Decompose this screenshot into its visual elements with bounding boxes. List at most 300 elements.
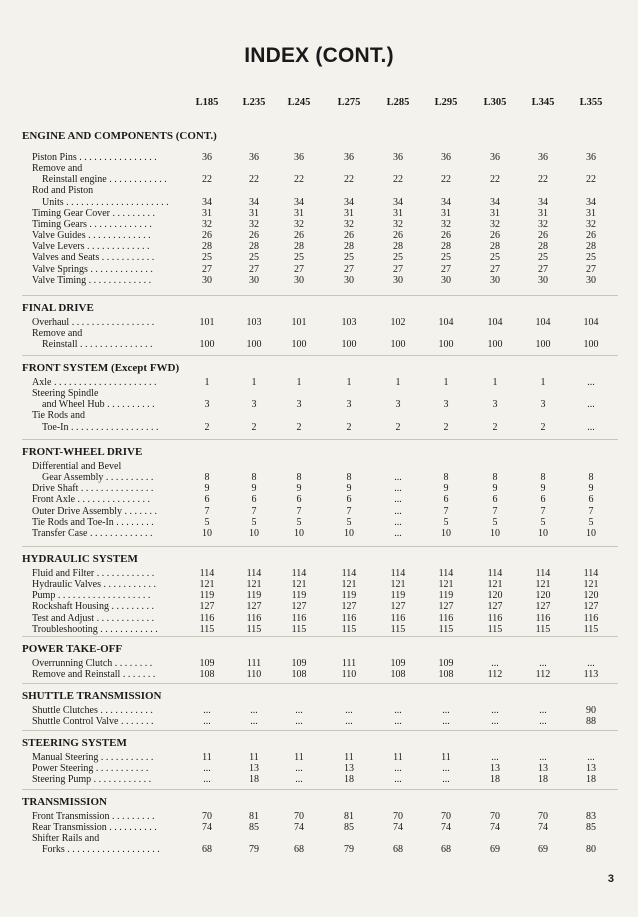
page-ref: 104: [535, 317, 551, 328]
page-ref: 7: [296, 505, 302, 517]
page-ref: 116: [438, 612, 454, 624]
table-row: [0, 252, 638, 263]
page-ref: 34: [202, 196, 212, 208]
page-ref: 34: [586, 196, 596, 208]
page-ref: 114: [291, 568, 307, 579]
page-ref: 28: [249, 241, 259, 253]
page-ref: 114: [583, 568, 599, 579]
page-ref: ...: [442, 705, 450, 716]
page-ref: 18: [538, 774, 548, 786]
page-ref: 104: [438, 317, 454, 328]
page-ref: 31: [441, 207, 451, 219]
page-ref: 121: [583, 579, 599, 591]
row-label: Overrunning Clutch . . . . . . . .: [32, 658, 153, 669]
page-ref: ...: [394, 494, 402, 506]
page-ref: ...: [491, 716, 499, 728]
page-ref: 100: [535, 339, 551, 351]
column-header: L285: [386, 97, 410, 108]
page-ref: 5: [443, 516, 449, 528]
page-ref: 25: [586, 252, 596, 264]
table-row: [0, 461, 638, 472]
page-ref: 115: [199, 623, 215, 635]
page-ref: 32: [441, 218, 451, 230]
page-ref: 9: [443, 483, 449, 495]
page-ref: 22: [586, 174, 596, 186]
page-ref: ...: [587, 421, 595, 433]
page-ref: 32: [586, 218, 596, 230]
page-ref: 5: [540, 516, 546, 528]
page-ref: 31: [294, 207, 304, 219]
column-header: L305: [483, 97, 507, 108]
page-ref: ...: [394, 716, 402, 728]
page-ref: 7: [540, 505, 546, 517]
page-ref: 26: [294, 230, 304, 242]
table-row: [0, 844, 638, 855]
page-ref: ...: [491, 658, 499, 669]
page-ref: 5: [296, 516, 302, 528]
page-ref: 28: [586, 241, 596, 253]
row-label: and Wheel Hub . . . . . . . . . .: [42, 399, 155, 411]
page-ref: 121: [535, 579, 551, 591]
page-ref: 34: [441, 196, 451, 208]
page-ref: 1: [204, 377, 210, 388]
page-ref: 22: [249, 174, 259, 186]
page-ref: 1: [492, 377, 498, 388]
page-ref: 34: [344, 196, 354, 208]
page-ref: 120: [583, 590, 599, 602]
page-ref: 27: [586, 263, 596, 275]
table-row: [0, 472, 638, 483]
page-ref: 1: [251, 377, 257, 388]
row-label: Front Transmission . . . . . . . . .: [32, 811, 155, 822]
page-ref: 31: [538, 207, 548, 219]
page-ref: 11: [441, 752, 451, 763]
page-ref: 1: [443, 377, 449, 388]
page-ref: 109: [438, 658, 454, 669]
page-ref: 9: [588, 483, 594, 495]
page-ref: 6: [492, 494, 498, 506]
row-label: Steering Spindle: [32, 388, 99, 400]
table-row: [0, 774, 638, 785]
page-ref: 85: [249, 822, 259, 834]
page-ref: 9: [296, 483, 302, 495]
page-ref: 2: [395, 421, 401, 433]
page-ref: 32: [490, 218, 500, 230]
table-row: [0, 317, 638, 328]
row-label: Reinstall . . . . . . . . . . . . . . .: [42, 339, 153, 351]
page-ref: 116: [390, 612, 406, 624]
table-row: [0, 811, 638, 822]
page-ref: 127: [438, 601, 454, 613]
page-ref: 100: [199, 339, 215, 351]
page-ref: ...: [587, 752, 595, 763]
page-ref: 116: [246, 612, 262, 624]
page-ref: 32: [344, 218, 354, 230]
page-ref: ...: [250, 716, 258, 728]
page-ref: 2: [204, 421, 210, 433]
page-ref: 22: [202, 174, 212, 186]
page-ref: 36: [538, 152, 548, 163]
page-ref: 101: [199, 317, 215, 328]
section-divider: [22, 295, 618, 296]
row-label: Valve Timing . . . . . . . . . . . . .: [32, 274, 152, 286]
page-ref: 6: [346, 494, 352, 506]
column-header: L295: [434, 97, 458, 108]
page-ref: 100: [487, 339, 503, 351]
page-ref: 115: [487, 623, 503, 635]
table-row: [0, 833, 638, 844]
row-label: Pump . . . . . . . . . . . . . . . . . . .: [32, 590, 151, 602]
row-label: Toe-In . . . . . . . . . . . . . . . . . .: [42, 421, 159, 433]
page-ref: 18: [490, 774, 500, 786]
page-ref: 34: [538, 196, 548, 208]
page-ref: 79: [344, 844, 354, 856]
page-ref: 18: [586, 774, 596, 786]
page-ref: 114: [246, 568, 262, 579]
page-ref: ...: [203, 774, 211, 786]
page-ref: 119: [390, 590, 406, 602]
page-ref: 3: [395, 399, 401, 411]
page-ref: ...: [442, 716, 450, 728]
page-ref: 31: [586, 207, 596, 219]
table-row: [0, 230, 638, 241]
page-ref: 116: [291, 612, 307, 624]
section-title: FRONT-WHEEL DRIVE: [22, 446, 143, 458]
page-ref: 34: [294, 196, 304, 208]
page-ref: 31: [202, 207, 212, 219]
page-ref: ...: [394, 763, 402, 775]
page-ref: 30: [249, 274, 259, 286]
page-ref: 88: [586, 716, 596, 728]
page-ref: 121: [438, 579, 454, 591]
page-ref: 108: [199, 669, 215, 681]
page-ref: 121: [341, 579, 357, 591]
page-ref: 10: [441, 527, 451, 539]
page-ref: 103: [341, 317, 357, 328]
page-ref: 32: [294, 218, 304, 230]
page-ref: 111: [341, 658, 357, 669]
page-ref: 112: [487, 669, 503, 681]
page-ref: 25: [538, 252, 548, 264]
page-ref: 7: [443, 505, 449, 517]
page-ref: 27: [344, 263, 354, 275]
page-ref: 70: [202, 811, 212, 822]
page-ref: 114: [487, 568, 503, 579]
page-ref: 30: [586, 274, 596, 286]
page-ref: 121: [199, 579, 215, 591]
page-ref: 30: [490, 274, 500, 286]
page-ref: 34: [393, 196, 403, 208]
table-row: [0, 410, 638, 421]
page-ref: ...: [491, 752, 499, 763]
table-row: [0, 613, 638, 624]
page-ref: 115: [246, 623, 262, 635]
page-ref: 36: [344, 152, 354, 163]
page-ref: 3: [492, 399, 498, 411]
page-ref: 11: [294, 752, 304, 763]
page-ref: 6: [296, 494, 302, 506]
page-ref: 28: [538, 241, 548, 253]
page-ref: 18: [344, 774, 354, 786]
page-ref: 13: [344, 763, 354, 775]
page-ref: 68: [294, 844, 304, 856]
page-ref: 109: [199, 658, 215, 669]
page-ref: 30: [538, 274, 548, 286]
page-ref: 3: [443, 399, 449, 411]
row-label: Manual Steering . . . . . . . . . . .: [32, 752, 154, 763]
page-ref: 3: [204, 399, 210, 411]
page-ref: 7: [588, 505, 594, 517]
page-ref: ...: [295, 774, 303, 786]
row-label: Rear Transmission . . . . . . . . . .: [32, 822, 157, 834]
section-title: FRONT SYSTEM (Except FWD): [22, 362, 180, 374]
row-label: Piston Pins . . . . . . . . . . . . . . . .: [32, 152, 157, 163]
page-ref: ...: [394, 516, 402, 528]
row-label: Shifter Rails and: [32, 833, 100, 845]
page-ref: 31: [393, 207, 403, 219]
page-ref: 3: [296, 399, 302, 411]
page-ref: 5: [346, 516, 352, 528]
page-ref: 85: [586, 822, 596, 834]
row-label: Timing Gears . . . . . . . . . . . . .: [32, 218, 152, 230]
page-ref: 119: [199, 590, 215, 602]
page-ref: 26: [344, 230, 354, 242]
page-ref: 30: [202, 274, 212, 286]
table-row: [0, 185, 638, 196]
section-title: ENGINE AND COMPONENTS (CONT.): [22, 130, 217, 142]
page-ref: 104: [583, 317, 599, 328]
page-ref: 10: [202, 527, 212, 539]
page-ref: 127: [341, 601, 357, 613]
row-label: Power Steering . . . . . . . . . . .: [32, 763, 149, 775]
page-ref: 22: [538, 174, 548, 186]
row-label: Remove and Reinstall . . . . . . .: [32, 669, 156, 681]
page-ref: 108: [438, 669, 454, 681]
page-ref: 102: [390, 317, 406, 328]
page-ref: 114: [199, 568, 215, 579]
page-ref: 114: [535, 568, 551, 579]
page-ref: 100: [390, 339, 406, 351]
table-row: [0, 669, 638, 680]
page-ref: 116: [583, 612, 599, 624]
page-ref: 10: [294, 527, 304, 539]
page-ref: 6: [204, 494, 210, 506]
row-label: Timing Gear Cover . . . . . . . . .: [32, 207, 155, 219]
page-ref: 32: [249, 218, 259, 230]
page-ref: ...: [587, 377, 595, 388]
row-label: Troubleshooting . . . . . . . . . . . .: [32, 623, 158, 635]
row-label: Valve Springs . . . . . . . . . . . . .: [32, 263, 153, 275]
table-row: [0, 705, 638, 716]
page-ref: ...: [394, 472, 402, 484]
page-ref: 1: [296, 377, 302, 388]
page-ref: 120: [535, 590, 551, 602]
page-ref: 13: [249, 763, 259, 775]
section-title: STEERING SYSTEM: [22, 737, 127, 749]
page-ref: 9: [204, 483, 210, 495]
page-ref: 3: [540, 399, 546, 411]
page-ref: 28: [490, 241, 500, 253]
page-ref: 8: [204, 472, 210, 484]
page-ref: 26: [538, 230, 548, 242]
page-ref: 27: [294, 263, 304, 275]
page-ref: 70: [393, 811, 403, 822]
page-ref: 9: [540, 483, 546, 495]
page-ref: 27: [441, 263, 451, 275]
page-ref: 7: [346, 505, 352, 517]
page-ref: 70: [294, 811, 304, 822]
page-ref: 127: [487, 601, 503, 613]
section-divider: [22, 636, 618, 637]
table-row: [0, 264, 638, 275]
row-label: Valve Guides . . . . . . . . . . . . .: [32, 230, 151, 242]
page-ref: 8: [296, 472, 302, 484]
page-ref: 70: [441, 811, 451, 822]
page-ref: ...: [345, 705, 353, 716]
page-ref: 100: [341, 339, 357, 351]
page-ref: 9: [346, 483, 352, 495]
page-ref: 25: [441, 252, 451, 264]
page-ref: 25: [490, 252, 500, 264]
page-ref: ...: [394, 705, 402, 716]
page-ref: 119: [341, 590, 357, 602]
table-row: [0, 528, 638, 539]
page-ref: 8: [588, 472, 594, 484]
column-header: L275: [337, 97, 361, 108]
page-ref: 68: [441, 844, 451, 856]
page-ref: 79: [249, 844, 259, 856]
page-ref: 22: [344, 174, 354, 186]
page-ref: 68: [393, 844, 403, 856]
page-ref: 116: [199, 612, 215, 624]
page-ref: 68: [202, 844, 212, 856]
page-ref: 90: [586, 705, 596, 716]
table-row: [0, 163, 638, 174]
page-ref: ...: [203, 716, 211, 728]
page-ref: 31: [249, 207, 259, 219]
page-ref: 5: [204, 516, 210, 528]
page-ref: 114: [438, 568, 454, 579]
page-ref: 34: [249, 196, 259, 208]
page-ref: 2: [296, 421, 302, 433]
page-ref: 115: [583, 623, 599, 635]
page-ref: 112: [535, 669, 551, 681]
page-ref: 8: [346, 472, 352, 484]
row-label: Valve Levers . . . . . . . . . . . . .: [32, 241, 150, 253]
page-ref: 1: [346, 377, 352, 388]
table-row: [0, 763, 638, 774]
page-ref: 110: [341, 669, 357, 681]
page-ref: 127: [535, 601, 551, 613]
row-label: Drive Shaft . . . . . . . . . . . . . . .: [32, 483, 154, 495]
page-ref: 114: [390, 568, 406, 579]
page-ref: ...: [394, 483, 402, 495]
page-ref: 109: [291, 658, 307, 669]
table-row: [0, 506, 638, 517]
page-ref: 6: [251, 494, 257, 506]
section-title: TRANSMISSION: [22, 796, 107, 808]
page-ref: 74: [294, 822, 304, 834]
table-row: [0, 601, 638, 612]
page-ref: 32: [393, 218, 403, 230]
page-ref: 121: [390, 579, 406, 591]
row-label: Valves and Seats . . . . . . . . . . .: [32, 252, 155, 264]
page-ref: 36: [441, 152, 451, 163]
page-ref: 110: [246, 669, 262, 681]
row-label: Hydraulic Valves . . . . . . . . . . .: [32, 579, 156, 591]
row-label: Axle . . . . . . . . . . . . . . . . . . . . .: [32, 377, 157, 388]
page-ref: 115: [535, 623, 551, 635]
page-ref: 116: [341, 612, 357, 624]
table-row: [0, 174, 638, 185]
table-row: [0, 377, 638, 388]
page-ref: 26: [249, 230, 259, 242]
page-ref: 18: [249, 774, 259, 786]
section-divider: [22, 546, 618, 547]
page-ref: 1: [540, 377, 546, 388]
page-ref: 26: [393, 230, 403, 242]
page-ref: 103: [246, 317, 262, 328]
table-row: [0, 241, 638, 252]
page-ref: 10: [538, 527, 548, 539]
section-divider: [22, 789, 618, 790]
page-ref: 10: [490, 527, 500, 539]
section-divider: [22, 439, 618, 440]
page-ref: ...: [587, 658, 595, 669]
page-ref: 30: [294, 274, 304, 286]
page-ref: 6: [540, 494, 546, 506]
table-row: [0, 219, 638, 230]
page-ref: 1: [395, 377, 401, 388]
column-header: L235: [242, 97, 266, 108]
table-row: [0, 494, 638, 505]
row-label: Outer Drive Assembly . . . . . . .: [32, 505, 157, 517]
page-ref: 36: [586, 152, 596, 163]
row-label: Rockshaft Housing . . . . . . . . .: [32, 601, 154, 613]
page-ref: 10: [586, 527, 596, 539]
row-label: Reinstall engine . . . . . . . . . . . .: [42, 174, 167, 186]
page-ref: 100: [438, 339, 454, 351]
page-ref: 26: [441, 230, 451, 242]
page-ref: 11: [393, 752, 403, 763]
page-ref: 80: [586, 844, 596, 856]
page-ref: 25: [393, 252, 403, 264]
table-row: [0, 752, 638, 763]
page-ref: 100: [583, 339, 599, 351]
page-ref: 28: [294, 241, 304, 253]
table-row: [0, 339, 638, 350]
page-ref: 127: [199, 601, 215, 613]
page-ref: 11: [202, 752, 212, 763]
page-ref: 36: [249, 152, 259, 163]
page-ref: 3: [346, 399, 352, 411]
page-ref: 81: [344, 811, 354, 822]
page-ref: 5: [492, 516, 498, 528]
page-ref: 74: [538, 822, 548, 834]
page-ref: 34: [490, 196, 500, 208]
page-ref: ...: [587, 399, 595, 411]
page-ref: 127: [390, 601, 406, 613]
page-ref: ...: [442, 774, 450, 786]
page-ref: 108: [390, 669, 406, 681]
row-label: Transfer Case . . . . . . . . . . . . .: [32, 527, 153, 539]
page-ref: 74: [441, 822, 451, 834]
page-ref: 70: [490, 811, 500, 822]
page-ref: 9: [492, 483, 498, 495]
page-ref: 104: [487, 317, 503, 328]
page-ref: 30: [393, 274, 403, 286]
page-ref: 27: [490, 263, 500, 275]
